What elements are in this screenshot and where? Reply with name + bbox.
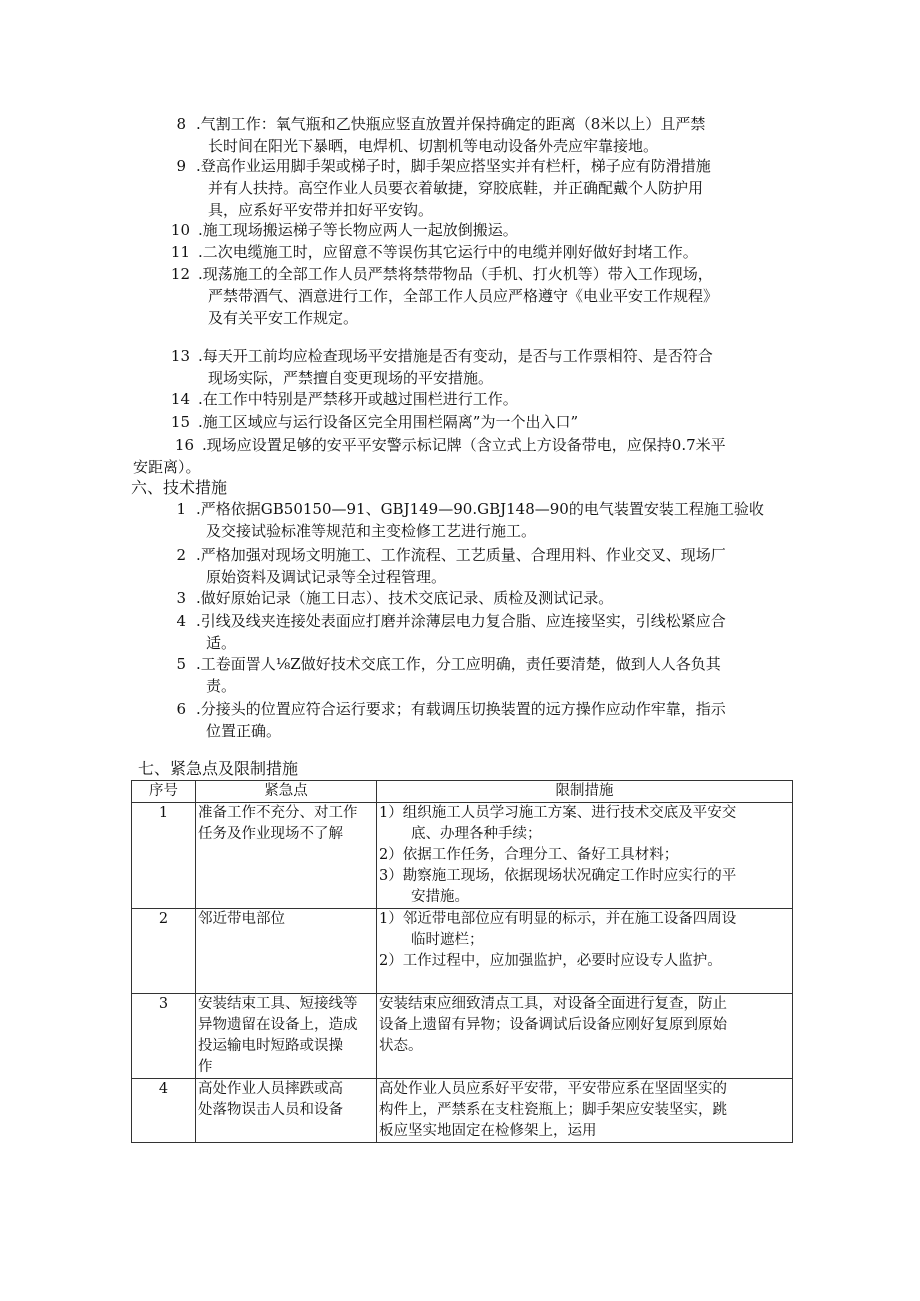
- item-text-line: .施工现场搬运梯子等长物应两人一起放倒搬运。: [198, 221, 518, 239]
- row-no: 2: [132, 909, 196, 994]
- item-text-line: .工卷面詈人⅛Z做好技术交底工作，分工应明确，责任要清楚，做到人人各负其: [196, 655, 721, 673]
- point-line: 处落物误击人员和设备: [198, 1102, 343, 1118]
- measure-line: 安装结束应细致清点工具，对设备全面进行复查，防止: [379, 996, 727, 1012]
- item-text-line: .做好原始记录（施工日志）、技术交底记录、质检及测试记录。: [196, 589, 614, 607]
- point-line: 投运输电时短路或误操: [198, 1038, 343, 1054]
- header-no: 序号: [132, 781, 196, 803]
- item-text-line: .每天开工前均应检查现场平安措施是否有变动，是否与工作票相符、是否符合: [198, 347, 713, 365]
- row-no: 1: [132, 803, 196, 909]
- item-text-line: 长时间在阳光下暴晒，电焊机、切割机等电动设备外壳应牢靠接地。: [208, 137, 659, 155]
- row-measures: [377, 994, 793, 1079]
- point-line: 作: [198, 1059, 213, 1075]
- measure-line: 安措施。: [411, 889, 469, 905]
- item-text-line: 责。: [206, 677, 237, 695]
- item-text-line: .严格依据GB50150—91、GBJ149—90.GBJ148—90的电气装置安装工程施工验收: [196, 500, 764, 518]
- point-line: 任务及作业现场不了解: [198, 826, 343, 842]
- section-heading-emergency-points: 七、紧急点及限制措施: [138, 759, 299, 778]
- item-text-line: .气割工作：氧气瓶和乙快瓶应竖直放置并保持确定的距离（8米以上）且严禁: [196, 115, 706, 133]
- row-point: [196, 994, 377, 1079]
- item-number: 15: [170, 413, 190, 431]
- item-number: 8: [176, 115, 186, 133]
- item-number: 5: [176, 655, 186, 673]
- item-number: 9: [176, 157, 186, 175]
- measure-line: 1）组织施工人员学习施工方案、进行技术交底及平安交: [379, 805, 737, 821]
- table-row: [132, 1079, 793, 1143]
- header-measures: 限制措施: [377, 781, 793, 803]
- item-number: 2: [176, 546, 186, 564]
- measure-line: 2）依据工作任务，合理分工、备好工具材料；: [379, 847, 679, 863]
- item-text-line: 现场实际，严禁擅自变更现场的平安措施。: [208, 369, 494, 387]
- item-number: 16: [174, 436, 194, 454]
- item-text-line: 原始资料及调试记录等全过程管理。: [206, 568, 447, 586]
- item-number: 13: [170, 347, 190, 365]
- item-text-line: 适。: [206, 634, 237, 652]
- measure-line: [379, 972, 790, 993]
- measure-line: 板应坚实地固定在检修架上，运用: [379, 1123, 597, 1139]
- item-text-line: 并有人扶持。高空作业人员要衣着敏捷，穿胶底鞋，并正确配戴个人防护用: [208, 179, 704, 197]
- item-number: 10: [170, 221, 190, 239]
- point-line: 邻近带电部位: [198, 911, 285, 927]
- measure-line: 状态。: [379, 1038, 423, 1054]
- item-number: 4: [176, 612, 186, 630]
- row-measures: [377, 1079, 793, 1143]
- point-line: 异物遗留在设备上，造成: [198, 1017, 358, 1033]
- table-row: [132, 994, 793, 1079]
- header-point: 紧急点: [196, 781, 377, 803]
- emergency-points-table: [131, 780, 793, 1143]
- row-measures: [377, 803, 793, 909]
- item-text-line: 及有关平安工作规定。: [208, 309, 359, 327]
- item-text-line: .二次电缆施工时，应留意不等误伤其它运行中的电缆并刚好做好封堵工作。: [198, 243, 698, 261]
- measure-line: 临时遮栏；: [411, 932, 484, 948]
- row-point: [196, 909, 377, 994]
- item-text-line: 安距离）。: [133, 458, 201, 476]
- table-header-row: [132, 781, 793, 803]
- item-text-line: .现荡施工的全部工作人员严禁将禁带物品（手机、打火机等）带入工作现场，: [198, 265, 713, 283]
- measure-line: 1）邻近带电部位应有明显的标示，并在施工设备四周设: [379, 911, 737, 927]
- table-row: [132, 909, 793, 994]
- table-row: [132, 803, 793, 909]
- row-point: [196, 1079, 377, 1143]
- measure-line: 底、办理各种手续；: [411, 826, 542, 842]
- item-text-line: .登高作业运用脚手架或梯子时，脚手架应搭坚实并有栏杆，梯子应有防滑措施: [196, 157, 711, 175]
- measure-line: 设备上遗留有异物；设备调试后设备应刚好复原到原始: [379, 1017, 727, 1033]
- point-line: 安装结束工具、短接线等: [198, 996, 358, 1012]
- item-text-line: .施工区域应与运行设备区完全用围栏隔离”为一个出入口”: [198, 413, 579, 431]
- point-line: 高处作业人员摔跌或高: [198, 1081, 343, 1097]
- item-text-line: .分接头的位置应符合运行要求；有载调压切换装置的远方操作应动作牢靠，指示: [196, 700, 726, 718]
- measure-line: 构件上，严禁系在支柱瓷瓶上；脚手架应安装坚实，跳: [379, 1102, 727, 1118]
- item-text-line: 具，应系好平安带并扣好平安钩。: [208, 201, 434, 219]
- item-text-line: .严格加强对现场文明施工、工作流程、工艺质量、合理用料、作业交叉、现场厂: [196, 546, 726, 564]
- measure-line: 高处作业人员应系好平安带，平安带应系在坚固坚实的: [379, 1081, 727, 1097]
- item-number: 6: [176, 700, 186, 718]
- item-number: 11: [170, 243, 190, 261]
- row-no: 4: [132, 1079, 196, 1143]
- item-text-line: .在工作中特别是严禁移开或越过围栏进行工作。: [198, 390, 518, 408]
- row-no: 3: [132, 994, 196, 1079]
- row-measures: [377, 909, 793, 994]
- section-heading-technical-measures: 六、技术措施: [131, 478, 228, 497]
- item-text-line: .现场应设置足够的安平平安警示标记牌（含立式上方设备带电，应保持0.7米平: [202, 436, 726, 454]
- item-number: 3: [176, 589, 186, 607]
- item-text-line: 及交接试验标准等规范和主变检修工艺进行施工。: [206, 522, 537, 540]
- item-text-line: 位置正确。: [206, 722, 282, 740]
- item-number: 14: [170, 390, 190, 408]
- measure-line: 3）勘察施工现场，依据现场状况确定工作时应实行的平: [379, 868, 737, 884]
- item-text-line: .引线及线夹连接处表面应打磨并涂薄层电力复合脂、应连接坚实，引线松紧应合: [196, 612, 726, 630]
- row-point: [196, 803, 377, 909]
- item-number: 12: [170, 265, 190, 283]
- item-text-line: 严禁带酒气、酒意进行工作，全部工作人员应严格遵守《电业平安工作规程》: [208, 287, 719, 305]
- measure-line: 2）工作过程中，应加强监护，必要时应设专人监护。: [379, 953, 722, 969]
- item-number: 1: [176, 500, 186, 518]
- point-line: 准备工作不充分、对工作: [198, 805, 358, 821]
